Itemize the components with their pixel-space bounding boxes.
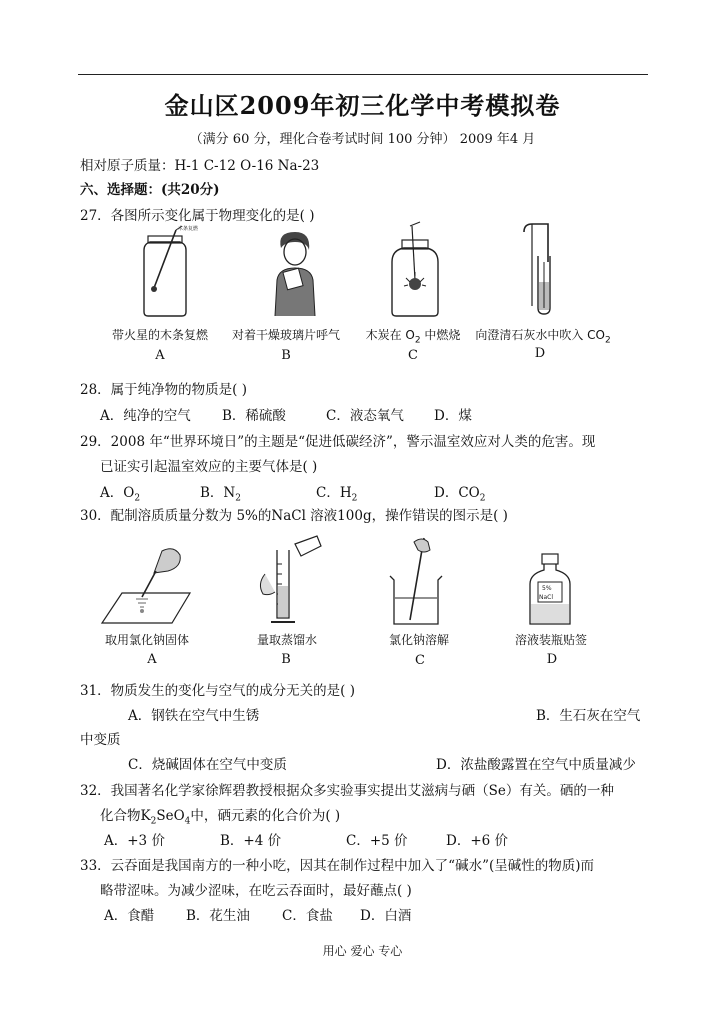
q33-stem-line1: 33．云吞面是我国南方的一种小吃，因其在制作过程中加入了“碱水”(呈碱性的物质)而	[80, 858, 595, 874]
section-heading: 六、选择题：(共20分)	[80, 182, 220, 198]
q32-option-a: A．+3 价	[104, 833, 165, 849]
spatula-pouring-solid-icon	[102, 545, 192, 623]
q31-option-c: C．烧碱固体在空气中变质	[128, 757, 287, 773]
q30-caption-b: 量取蒸馏水	[256, 633, 317, 647]
page-footer: 用心 爱心 专心	[322, 944, 403, 958]
q32-option-b: B．+4 价	[220, 833, 282, 849]
graduated-cylinder-icon	[255, 534, 325, 630]
q29-option-b: B．$N_2$	[200, 485, 241, 504]
exam-subtitle: （满分 60 分，理化合卷考试时间 100 分钟） 2009 年4 月	[189, 132, 536, 147]
q28-option-d: D．煤	[434, 408, 472, 424]
q30-letter-c: C	[415, 653, 425, 668]
header-rule	[78, 74, 648, 75]
q27-caption-c: 木炭在 $O_2$ 中燃烧	[365, 328, 461, 346]
q29-stem-line2: 已证实引起温室效应的主要气体是( )	[100, 459, 318, 475]
q33-option-d: D．白酒	[360, 908, 412, 924]
q30-letter-a: A	[147, 652, 157, 667]
q27-letter-a: A	[155, 348, 165, 363]
q32-stem-line1: 32．我国著名化学家徐辉碧教授根据众多实验事实提出艾滋病与硒（Se）有关。硒的一种	[80, 783, 614, 799]
q31-option-b: B．生石灰在空气	[536, 708, 641, 724]
q27-letter-d: D	[534, 346, 546, 361]
person-breathing-on-glass-icon	[265, 228, 325, 320]
q33-option-b: B．花生油	[186, 908, 250, 924]
q29-option-a: A．$O_2$	[100, 485, 141, 504]
q29-option-c: C．$H_2$	[316, 485, 358, 504]
q31-option-a: A．钢铁在空气中生锈	[128, 708, 260, 724]
q32-option-c: C．+5 价	[346, 833, 408, 849]
bottle-label-percent: 5%	[542, 585, 552, 592]
q30-caption-a: 取用氯化钠固体	[104, 633, 189, 647]
q29-stem-line1: 29．2008 年“世界环境日”的主题是“促进低碳经济”，警示温室效应对人类的危害。现	[80, 434, 596, 450]
q27-stem: 27．各图所示变化属于物理变化的是( )	[80, 208, 315, 224]
q30-stem: 30．配制溶质质量分数为 5%的NaCl 溶液100g，操作错误的图示是( )	[80, 508, 508, 524]
test-tube-with-straw-icon	[518, 222, 558, 318]
q28-option-a: A．纯净的空气	[100, 408, 191, 424]
q30-letter-b: B	[281, 652, 291, 667]
charcoal-burning-in-jar-icon	[384, 222, 446, 318]
q28-option-c: C．液态氧气	[326, 408, 404, 424]
jar-with-glowing-splint-icon	[130, 222, 200, 318]
q33-option-c: C．食盐	[282, 908, 333, 924]
q31-option-d: D．浓盐酸露置在空气中质量减少	[436, 757, 636, 773]
q27-caption-d: 向澄清石灰水中吹入 $CO_2$	[475, 328, 611, 346]
page-title: 金山区2009年初三化学中考模拟卷	[164, 91, 561, 120]
q27-caption-a: 带火星的木条复燃	[111, 328, 208, 342]
q33-stem-line2: 略带涩味。为减少涩味，在吃云吞面时，最好蘸点( )	[100, 883, 412, 899]
q32-stem-line2: 化合物$K_2SeO_4$中，硒元素的化合价为( )	[100, 808, 341, 827]
atomic-masses: 相对原子质量：H-1 C-12 O-16 Na-23	[80, 158, 320, 174]
q28-option-b: B．稀硫酸	[222, 408, 286, 424]
labeled-reagent-bottle-icon	[526, 552, 574, 628]
q33-option-a: A．食醋	[104, 908, 155, 924]
q30-letter-d: D	[546, 652, 558, 667]
q31-option-b-cont: 中变质	[80, 732, 121, 748]
q30-caption-c: 氯化钠溶解	[388, 633, 449, 647]
q27-letter-b: B	[281, 348, 291, 363]
q27-letter-c: C	[408, 348, 418, 363]
q30-caption-d: 溶液装瓶贴签	[514, 633, 587, 647]
beaker-stirring-icon	[384, 536, 454, 628]
jar-label-text: 木条复燃	[178, 226, 199, 232]
q31-stem: 31．物质发生的变化与空气的成分无关的是( )	[80, 683, 356, 699]
q29-option-d: D．$CO_2$	[434, 485, 486, 504]
q28-stem: 28．属于纯净物的物质是( )	[80, 382, 248, 398]
q32-option-d: D．+6 价	[446, 833, 509, 849]
bottle-label-nacl: NaCl	[539, 594, 554, 601]
q27-caption-b: 对着干燥玻璃片呼气	[231, 328, 340, 342]
